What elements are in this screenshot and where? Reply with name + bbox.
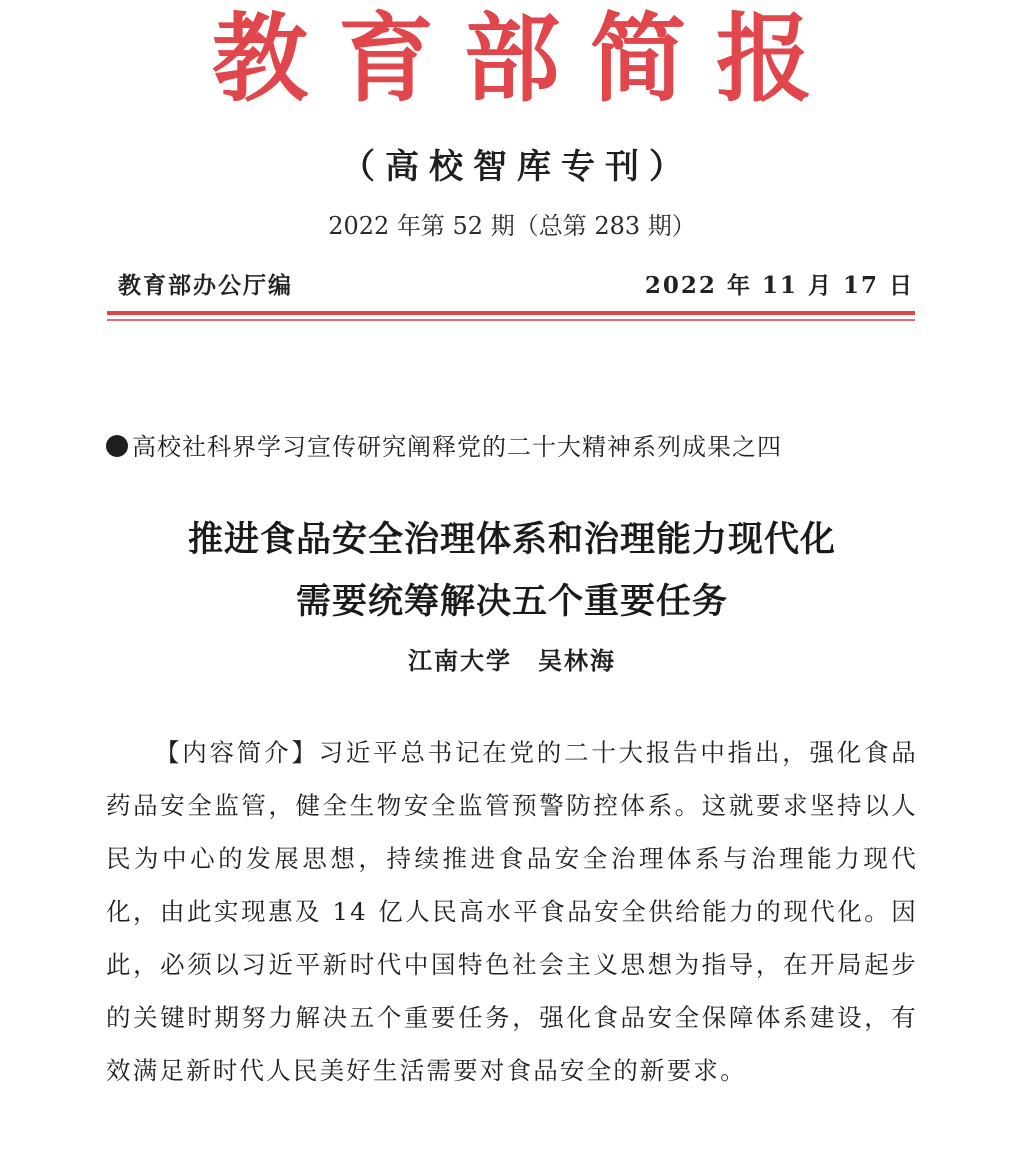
article-title-line-2: 需要统筹解决五个重要任务 (295, 581, 728, 622)
author-byline: 江南大学 吴林海 (408, 646, 616, 675)
publication-date: 2022 年 11 月 17 日 (644, 272, 914, 299)
special-issue-label: （高校智库专刊） (341, 147, 693, 187)
masthead-title: 教育部简报 (212, 2, 842, 115)
series-text: 高校社科界学习宣传研究阐释党的二十大精神系列成果之四 (132, 433, 782, 461)
article-abstract: 【内容简介】习近平总书记在党的二十大报告中指出，强化食品药品安全监管，健全生物安全监管预警防控体系。这就要求坚持以人民为中心的发展思想，持续推进食品安全治理体系与治理能力现代化，由此实现惠及 14 亿人民高水平食品安全供给能力的现代化。因此，必须以习近平新时代中国特色社会主义思想为指导，在开局起步的关键时期努力解决五个重要任务，强化食品安全保障体系建设，有效满足新时代人民美好生活需要对食品安全的新要求。 (106, 738, 918, 1085)
editor-label: 教育部办公厅编 (118, 272, 293, 299)
bullet-dot-icon (106, 435, 128, 457)
header-divider-thick (107, 311, 915, 315)
issue-number: 2022 年第 52 期（总第 283 期） (328, 212, 696, 240)
article-title-line-1: 推进食品安全治理体系和治理能力现代化 (187, 519, 836, 560)
header-divider-thin (107, 319, 915, 321)
series-heading (106, 428, 782, 466)
